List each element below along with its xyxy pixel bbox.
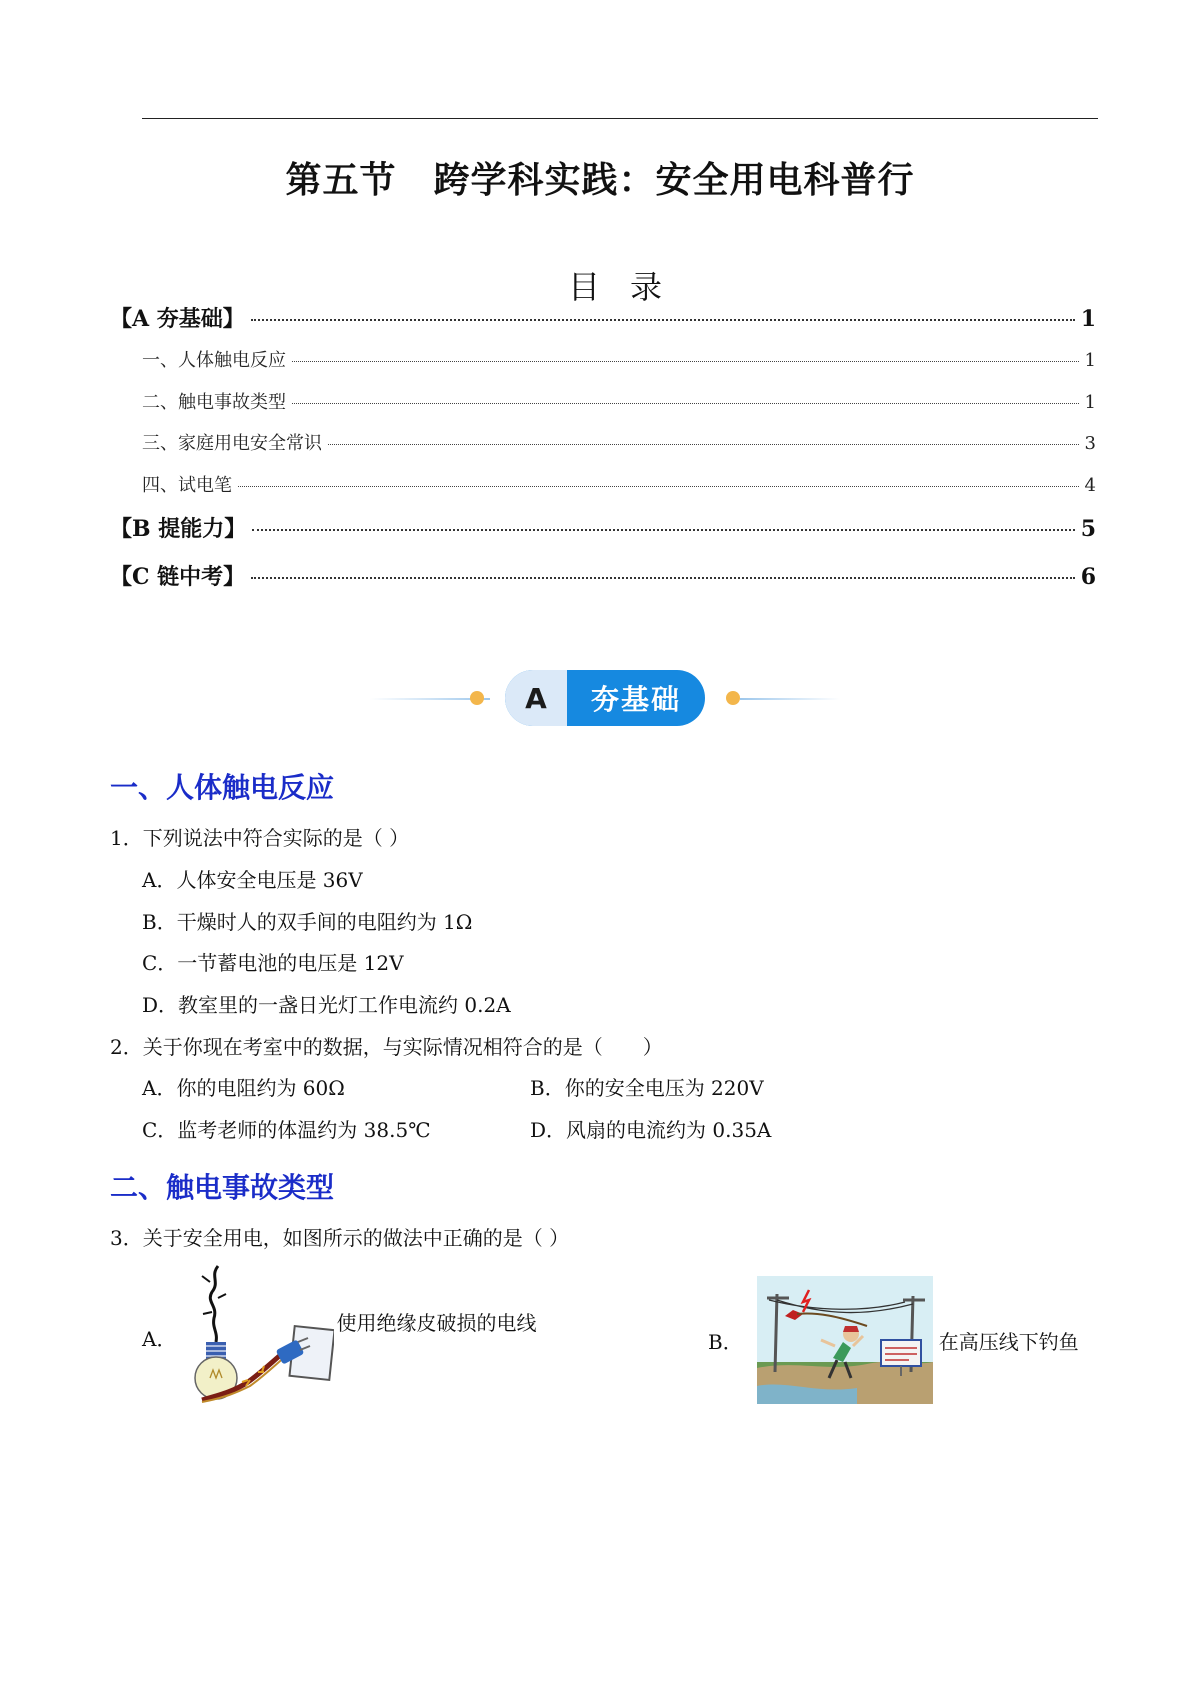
toc-entry[interactable] xyxy=(142,429,1096,455)
toc-entry-label: 四、试电笔 xyxy=(142,475,232,496)
section-banner xyxy=(350,664,860,734)
question-stem: 1．下列说法中符合实际的是（ ） xyxy=(110,826,410,850)
toc-entry-label: 一、人体触电反应 xyxy=(142,350,286,371)
toc-entry-page: 1 xyxy=(1084,350,1096,371)
question-option[interactable] xyxy=(142,1262,536,1412)
question-option[interactable]: D．教室里的一盏日光灯工作电流约 0.2A xyxy=(142,993,511,1017)
toc-entry-label: 三、家庭用电安全常识 xyxy=(142,433,322,454)
toc-entry-page: 1 xyxy=(1080,306,1096,332)
question-option[interactable]: A．人体安全电压是 36V xyxy=(142,868,363,892)
toc-entry-page: 6 xyxy=(1080,564,1096,590)
toc-leader xyxy=(238,486,1079,487)
toc-leader xyxy=(251,577,1075,579)
page-title: 第五节 跨学科实践：安全用电科普行 xyxy=(285,160,915,201)
toc-entry[interactable] xyxy=(110,302,1096,333)
option-letter: A． xyxy=(142,1326,177,1351)
fishing-under-power-lines-image xyxy=(757,1276,933,1404)
question-option[interactable]: D．风扇的电流约为 0.35A xyxy=(530,1118,772,1142)
toc-entry-page: 4 xyxy=(1084,475,1096,496)
banner-line-right xyxy=(740,698,840,700)
option-caption: 使用绝缘皮破损的电线 xyxy=(336,1310,537,1335)
toc-entry[interactable] xyxy=(142,388,1096,414)
toc-entry[interactable] xyxy=(110,560,1096,591)
toc-leader xyxy=(252,529,1074,531)
question-option[interactable]: B．你的安全电压为 220V xyxy=(530,1076,764,1100)
question-stem: 3．关于安全用电，如图所示的做法中正确的是（ ） xyxy=(110,1226,570,1250)
damaged-wire-bulb-image xyxy=(184,1262,334,1412)
toc-entry[interactable] xyxy=(142,346,1096,372)
question-option[interactable]: C．一节蓄电池的电压是 12V xyxy=(142,951,404,975)
toc-entry[interactable] xyxy=(110,512,1096,543)
toc-leader xyxy=(251,319,1075,321)
header-rule xyxy=(142,118,1098,119)
toc-leader xyxy=(328,444,1079,445)
toc-entry-page: 5 xyxy=(1080,516,1096,542)
banner-text: 夯基础 xyxy=(590,683,681,716)
toc-leader xyxy=(292,403,1079,404)
toc-leader xyxy=(292,361,1079,362)
question-option[interactable]: B．干燥时人的双手间的电阻约为 1Ω xyxy=(142,910,473,934)
question-option[interactable] xyxy=(708,1276,1079,1404)
toc-entry-label: 【C 链中考】 xyxy=(110,564,246,590)
section-heading: 一、人体触电反应 xyxy=(110,771,335,804)
toc-entry[interactable] xyxy=(142,471,1096,497)
banner-dot-left xyxy=(470,691,484,705)
section-heading: 二、触电事故类型 xyxy=(110,1171,335,1204)
question-option[interactable]: A．你的电阻约为 60Ω xyxy=(142,1076,345,1100)
banner-pill xyxy=(505,670,705,726)
toc-entry-page: 3 xyxy=(1084,433,1096,454)
banner-letter: A xyxy=(505,670,567,726)
toc-entry-label: 【A 夯基础】 xyxy=(110,306,245,332)
question-option[interactable]: C．监考老师的体温约为 38.5℃ xyxy=(142,1118,431,1142)
option-letter: B． xyxy=(708,1329,743,1354)
option-caption: 在高压线下钓鱼 xyxy=(938,1329,1079,1354)
toc-entry-label: 二、触电事故类型 xyxy=(142,392,286,413)
question-stem: 2．关于你现在考室中的数据，与实际情况相符合的是（ ） xyxy=(110,1035,663,1059)
toc-heading: 目录 xyxy=(567,268,692,306)
toc-entry-page: 1 xyxy=(1084,392,1096,413)
banner-dot-right xyxy=(726,691,740,705)
toc-entry-label: 【B 提能力】 xyxy=(110,516,247,542)
